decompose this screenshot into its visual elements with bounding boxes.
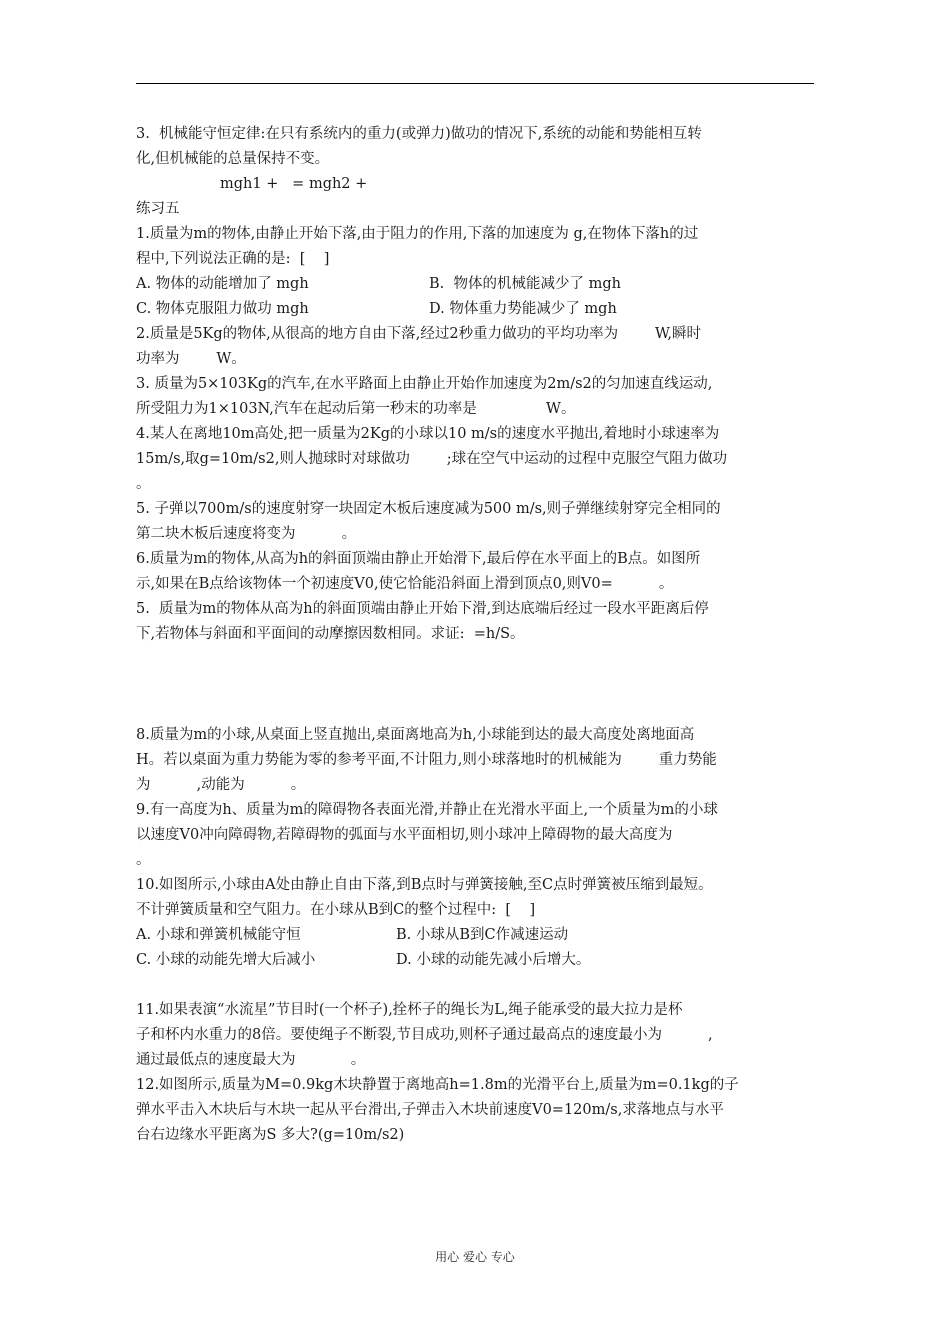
text-line: 9.有一高度为h、质量为m的障碍物各表面光滑,并静止在光滑水平面上,一个质量为m的小球: [136, 802, 718, 818]
choice-a: A. 小球和弹簧机械能守恒: [136, 927, 301, 943]
choice-d: D. 小球的动能先减小后增大。: [396, 952, 591, 968]
question-8: [136, 723, 816, 798]
text-line: 。: [136, 476, 151, 492]
text-line: 12.如图所示,质量为M=0.9kg木块静置于离地高h=1.8m的光滑平台上,质量为m=0.1kg的子: [136, 1077, 739, 1093]
question-2: [136, 322, 816, 372]
text-line: 第二块木板后速度将变为 。: [136, 526, 357, 542]
text-line: 。: [136, 852, 151, 868]
conservation-formula: mgh1 + = mgh2 +: [220, 176, 368, 192]
text-line: 功率为 W。: [136, 351, 246, 367]
choice-b: B. 小球从B到C作减速运动: [396, 927, 569, 943]
text-line: 6.质量为m的物体,从高为h的斜面顶端由静止开始滑下,最后停在水平面上的B点。如图所: [136, 551, 701, 567]
choice-row: [136, 272, 816, 297]
text-line: 3. 机械能守恒定律:在只有系统内的重力(或弹力)做功的情况下,系统的动能和势能相互转: [136, 126, 702, 142]
question-6: [136, 547, 816, 597]
text-line: 不计弹簧质量和空气阻力。在小球从B到C的整个过程中: [ ]: [136, 902, 536, 918]
choice-row: [136, 297, 816, 322]
text-line: 通过最低点的速度最大为 。: [136, 1052, 366, 1068]
text-line: 10.如图所示,小球由A处由静止自由下落,到B点时与弹簧接触,至C点时弹簧被压缩到最短。: [136, 877, 713, 893]
text-line: 2.质量是5Kg的物体,从很高的地方自由下落,经过2秒重力做功的平均功率为 W,瞬时: [136, 326, 701, 342]
blank-space: [136, 973, 816, 998]
text-line: 下,若物体与斜面和平面间的动摩擦因数相同。求证: =h/S。: [136, 626, 525, 642]
text-line: 以速度V0冲向障碍物,若障碍物的弧面与水平面相切,则小球冲上障碍物的最大高度为: [136, 827, 673, 843]
choice-b: B. 物体的机械能减少了 mgh: [429, 276, 621, 292]
question-11: [136, 998, 816, 1073]
text-line: 15m/s,取g=10m/s2,则人抛球时对球做功 ;球在空气中运动的过程中克服空气阻力做功: [136, 451, 728, 467]
text-line: 子和杯内水重力的8倍。要使绳子不断裂,节目成功,则杯子通过最高点的速度最小为 ,: [136, 1027, 713, 1043]
blank-space: [136, 647, 816, 723]
question-5a: [136, 497, 816, 547]
text-line: 为 ,动能为 。: [136, 777, 306, 793]
question-3: [136, 372, 816, 422]
question-9: [136, 798, 816, 873]
question-10: [136, 873, 816, 973]
text-line: 化,但机械能的总量保持不变。: [136, 151, 330, 167]
choice-d: D. 物体重力势能减少了 mgh: [429, 301, 617, 317]
text-line: 5. 子弹以700m/s的速度射穿一块固定木板后速度减为500 m/s,则子弹继续射穿完全相同的: [136, 501, 721, 517]
section-title: 练习五: [136, 201, 180, 217]
text-line: 4.某人在离地10m高处,把一质量为2Kg的小球以10 m/s的速度水平抛出,着地时小球速率为: [136, 426, 720, 442]
text-line: 台右边缘水平距离为S 多大?(g=10m/s2): [136, 1127, 405, 1143]
text-line: 弹水平击入木块后与木块一起从平台滑出,子弹击入木块前速度V0=120m/s,求落地点与水平: [136, 1102, 724, 1118]
text-line: H。若以桌面为重力势能为零的参考平面,不计阻力,则小球落地时的机械能为 重力势能: [136, 752, 717, 768]
text-line: 所受阻力为1×103N,汽车在起动后第一秒末的功率是 W。: [136, 401, 576, 417]
page-footer: 用心 爱心 专心: [435, 1250, 515, 1264]
question-12: [136, 1073, 816, 1148]
choice-row: [136, 923, 816, 948]
header-rule: [136, 83, 814, 84]
choice-row: [136, 948, 816, 973]
question-5b: [136, 597, 816, 647]
text-line: 5. 质量为m的物体从高为h的斜面顶端由静止开始下滑,到达底端后经过一段水平距离后停: [136, 601, 709, 617]
text-line: 示,如果在B点给该物体一个初速度V0,使它恰能沿斜面上滑到顶点0,则V0= 。: [136, 576, 674, 592]
question-1: [136, 222, 816, 322]
text-line: 11.如果表演“水流星”节目时(一个杯子),拴杯子的绳长为L,绳子能承受的最大拉力是杯: [136, 1002, 683, 1018]
text-line: 程中,下列说法正确的是: [ ]: [136, 251, 330, 267]
document-body: [136, 122, 816, 1148]
question-4: [136, 422, 816, 497]
text-line: 1.质量为m的物体,由静止开始下落,由于阻力的作用,下落的加速度为 g,在物体下落h的过: [136, 226, 699, 242]
choice-c: C. 物体克服阻力做功 mgh: [136, 301, 309, 317]
choice-a: A. 物体的动能增加了 mgh: [136, 276, 309, 292]
choice-c: C. 小球的动能先增大后减小: [136, 952, 316, 968]
text-line: 8.质量为m的小球,从桌面上竖直抛出,桌面离地高为h,小球能到达的最大高度处离地面高: [136, 727, 695, 743]
text-line: 3. 质量为5×103Kg的汽车,在水平路面上由静止开始作加速度为2m/s2的匀加速直线运动,: [136, 376, 713, 392]
law3-paragraph: [136, 122, 816, 172]
